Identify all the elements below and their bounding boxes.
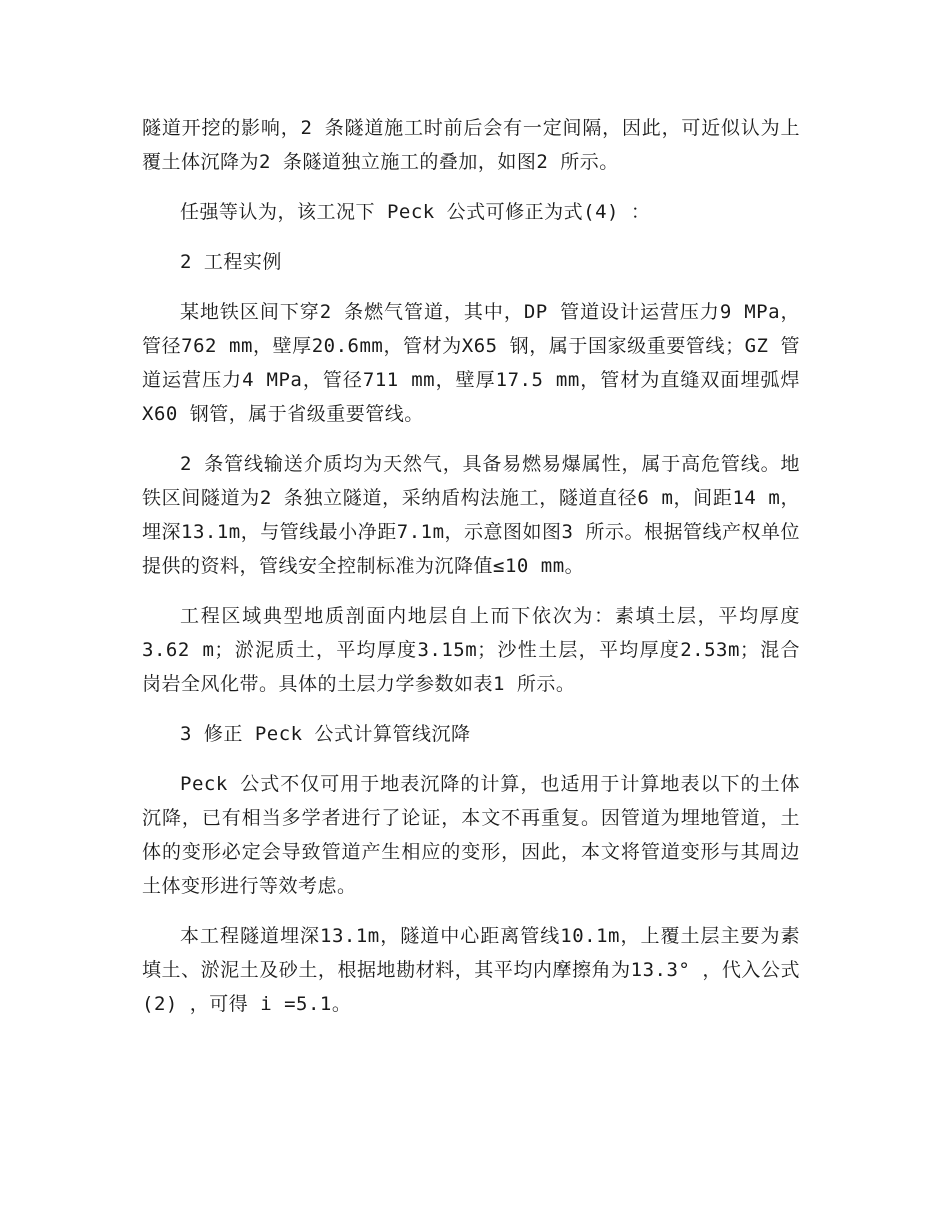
paragraph-peck-modified: 任强等认为，该工况下 Peck 公式可修正为式(4) ： bbox=[180, 201, 651, 223]
paragraph-pipelines-description: 某地铁区间下穿2 条燃气管道，其中，DP 管道设计运营压力9 MPa，管径762 mm，壁厚20.6mm，管材为X65 钢，属于国家级重要管线；GZ 管道运营压力4 MPa，管径711 mm，壁厚17.5 mm，管材为直缝双面埋弧焊X60 钢管，属于省级重要管线。 bbox=[142, 301, 800, 425]
paragraph-peck-applicability: Peck 公式不仅可用于地表沉降的计算，也适用于计算地表以下的土体沉降，已有相当多学者进行了论证，本文不再重复。因管道为埋地管道，土体的变形必定会导致管道产生相应的变形，因此，本文将管道变形与其周边土体变形进行等效考虑。 bbox=[142, 773, 800, 897]
section-heading-engineering-example: 2 工程实例 bbox=[180, 251, 282, 273]
paragraph-calculation-result: 本工程隧道埋深13.1m，隧道中心距离管线10.1m，上覆土层主要为素填土、淤泥土及砂土，根据地勘材料，其平均内摩擦角为13.3° ，代入公式(2) ，可得 i =5.1。 bbox=[142, 925, 800, 1015]
section-heading-peck-calculation: 3 修正 Peck 公式计算管线沉降 bbox=[180, 723, 471, 745]
paragraph-geology: 工程区域典型地质剖面内地层自上而下依次为：素填土层，平均厚度3.62 m；淤泥质土，平均厚度3.15m；沙性土层，平均厚度2.53m；混合岗岩全风化带。具体的土层力学参数如表1 所示。 bbox=[142, 605, 800, 695]
paragraph-intro-continuation: 隧道开挖的影响，2 条隧道施工时前后会有一定间隔，因此，可近似认为上覆土体沉降为2 条隧道独立施工的叠加，如图2 所示。 bbox=[142, 117, 800, 173]
paragraph-tunnel-description: 2 条管线输送介质均为天然气，具备易燃易爆属性，属于高危管线。地铁区间隧道为2 条独立隧道，采纳盾构法施工，隧道直径6 m，间距14 m，埋深13.1m，与管线最小净距7.1m，示意图如图3 所示。根据管线产权单位提供的资料，管线安全控制标准为沉降值≤10 mm。 bbox=[142, 453, 800, 577]
